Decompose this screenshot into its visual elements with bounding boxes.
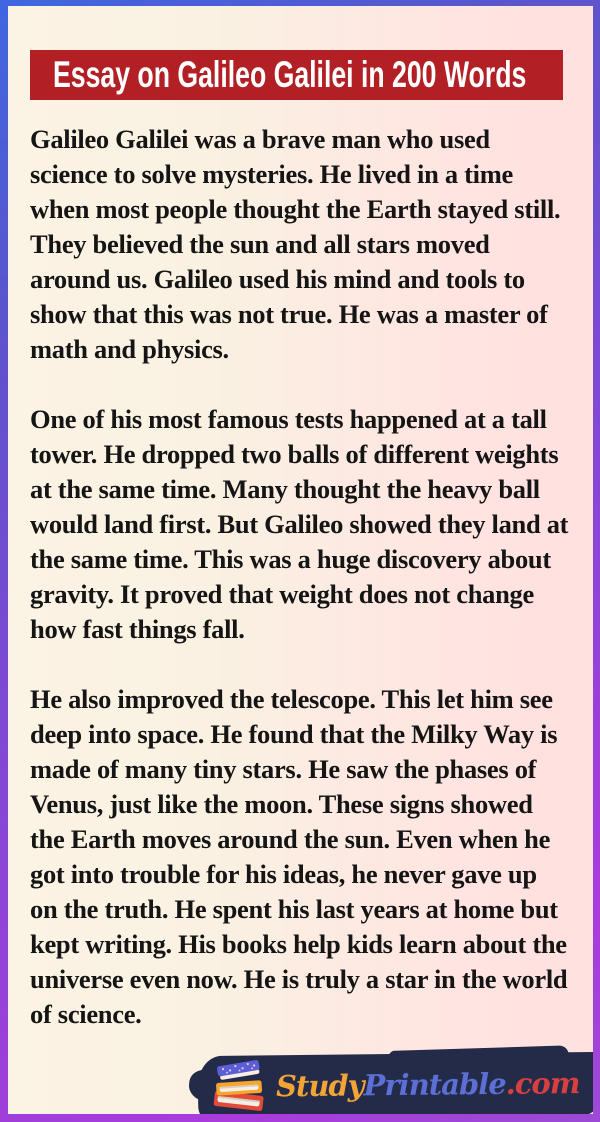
- logo-text-domain: .com: [505, 1066, 580, 1101]
- logo-text-printable: Printable: [362, 1066, 506, 1103]
- logo-wordmark: [275, 1066, 579, 1103]
- title-banner: [30, 50, 563, 100]
- essay-paragraph-3: He also improved the telescope. This let him see deep into space. He found that the Milky Way is made of many tiny stars. He saw the phases of Venus, just like the moon. These signs showed the Earth moves around the sun. Even when he got into trouble for his ideas, he never gave up on the truth. He spent his last years at home but kept writing. His books help kids learn about the universe even now. He is truly a star in the world of science.: [30, 684, 568, 1029]
- logo-text-study: Study: [275, 1068, 364, 1104]
- essay-paragraph-2: One of his most famous tests happened at a tall tower. He dropped two balls of different weights at the same time. Many thought the heavy ball would land first. But Galileo showed they land at the same time. This was a huge discovery about gravity. It proved that weight does not change how fast things fall.: [30, 404, 569, 644]
- page-background: [8, 6, 593, 1114]
- books-icon: [205, 1059, 272, 1114]
- site-logo-badge: [197, 1052, 593, 1114]
- essay-paragraph-1: Galileo Galilei was a brave man who used science to solve mysteries. He lived in a time when most people thought the Earth stayed still. They believed the sun and all stars moved around us. Galileo used his mind and tools to show that this was not true. He was a master of math and physics.: [30, 124, 561, 364]
- page-title: Essay on Galileo Galilei in 200 Words: [53, 54, 527, 95]
- essay-body: [30, 122, 569, 1032]
